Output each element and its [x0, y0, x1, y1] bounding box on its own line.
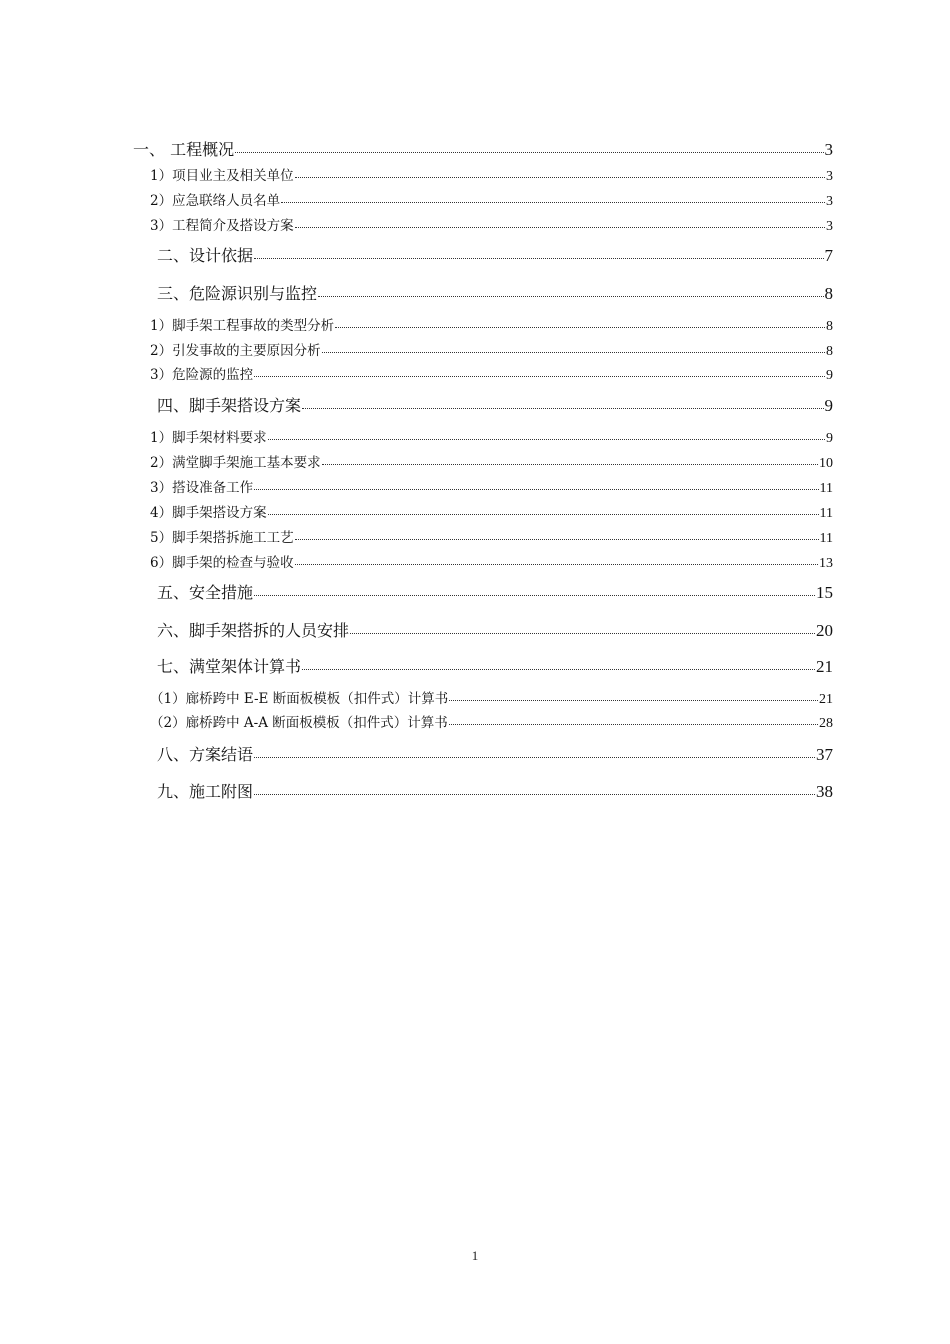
toc-chapter-entry[interactable] [157, 779, 833, 802]
toc-entry-label: 五、安全措施 [157, 583, 254, 603]
dot-leader [254, 595, 815, 596]
toc-page-number: 9 [826, 367, 833, 383]
toc-chapter-entry[interactable] [157, 618, 833, 641]
dot-leader [295, 177, 825, 178]
toc-entry-label: 八、方案结语 [157, 745, 254, 765]
toc-entry-label: 2）应急联络人员名单 [150, 192, 281, 209]
dot-leader [302, 669, 815, 670]
toc-page-number: 8 [826, 318, 833, 334]
toc-entry-label: （2）廊桥跨中 A-A 断面板模板（扣件式）计算书 [150, 714, 448, 731]
dot-leader [322, 464, 818, 465]
toc-entry-label: 1）项目业主及相关单位 [150, 167, 294, 184]
toc-entry-label: 四、脚手架搭设方案 [157, 396, 302, 416]
toc-section-entry[interactable] [150, 339, 833, 360]
toc-page-number: 3 [826, 218, 833, 234]
toc-chapter-entry[interactable] [157, 393, 833, 416]
dot-leader [295, 539, 819, 540]
toc-entry-label: 5）脚手架搭拆施工工艺 [150, 529, 294, 546]
toc-chapter-entry[interactable] [157, 742, 833, 765]
toc-entry-label: 2）引发事故的主要原因分析 [150, 342, 321, 359]
toc-entry-label: 3）工程简介及搭设方案 [150, 217, 294, 234]
dot-leader [335, 327, 825, 328]
toc-entry-label: 6）脚手架的检查与验收 [150, 554, 294, 571]
toc-page-number: 11 [819, 530, 833, 546]
toc-section-entry[interactable] [150, 426, 833, 447]
toc-chapter-entry[interactable] [157, 654, 833, 677]
toc-page-number: 15 [816, 583, 833, 603]
dot-leader [281, 202, 825, 203]
dot-leader [295, 227, 825, 228]
toc-page-number: 9 [824, 396, 833, 416]
toc-entry-label: 4）脚手架搭设方案 [150, 504, 267, 521]
toc-section-entry[interactable] [150, 687, 833, 708]
dot-leader [350, 633, 815, 634]
dot-leader [254, 794, 815, 795]
toc-page-number: 11 [819, 480, 833, 496]
toc-section-entry[interactable] [150, 476, 833, 497]
toc-entry-label: 七、满堂架体计算书 [157, 657, 302, 677]
toc-entry-label: 3）危险源的监控 [150, 366, 254, 383]
toc-entry-label: 三、危险源识别与监控 [157, 284, 318, 304]
toc-entry-label: 1）脚手架材料要求 [150, 429, 267, 446]
page-number: 1 [471, 1248, 479, 1263]
toc-section-entry[interactable] [150, 526, 833, 547]
toc-chapter-entry[interactable] [157, 243, 833, 266]
toc-entry-label: 1）脚手架工程事故的类型分析 [150, 317, 335, 334]
toc-entry-label: 3）搭设准备工作 [150, 479, 254, 496]
dot-leader [268, 439, 825, 440]
toc-page-number: 20 [816, 621, 833, 641]
toc-entry-label: （1）廊桥跨中 E-E 断面板模板（扣件式）计算书 [150, 690, 449, 707]
toc-section-entry[interactable] [150, 711, 833, 732]
toc-page-number: 8 [826, 343, 833, 359]
dot-leader [322, 352, 825, 353]
dot-leader [254, 258, 823, 259]
toc-section-entry[interactable] [150, 363, 833, 384]
dot-leader [449, 724, 818, 725]
toc-page-number: 7 [824, 246, 833, 266]
dot-leader [235, 152, 823, 153]
toc-section-entry[interactable] [150, 214, 833, 235]
toc-page-number: 21 [816, 657, 833, 677]
toc-page-number: 3 [824, 140, 833, 160]
toc-entry-label: 2）满堂脚手架施工基本要求 [150, 454, 321, 471]
toc-chapter-entry[interactable] [157, 580, 833, 603]
toc-section-entry[interactable] [150, 501, 833, 522]
toc-section-entry[interactable] [150, 551, 833, 572]
dot-leader [449, 700, 818, 701]
toc-entry-label: 六、脚手架搭拆的人员安排 [157, 621, 350, 641]
dot-leader [254, 376, 825, 377]
dot-leader [318, 296, 823, 297]
toc-chapter-entry[interactable] [157, 281, 833, 304]
toc-page-number: 9 [826, 430, 833, 446]
toc-section-entry[interactable] [150, 451, 833, 472]
toc-page-number: 3 [826, 193, 833, 209]
toc-page-number: 10 [819, 455, 833, 471]
toc-page-number: 8 [824, 284, 833, 304]
toc-page-number: 11 [819, 505, 833, 521]
toc-entry-label: 二、设计依据 [157, 246, 254, 266]
toc-section-entry[interactable] [150, 189, 833, 210]
toc-page-number: 37 [816, 745, 833, 765]
dot-leader [295, 564, 818, 565]
toc-page-number: 3 [826, 168, 833, 184]
dot-leader [302, 408, 823, 409]
dot-leader [254, 489, 818, 490]
dot-leader [268, 514, 819, 515]
toc-page-number: 13 [819, 555, 833, 571]
toc-section-entry[interactable] [150, 314, 833, 335]
toc-entry-label: 一、 工程概况 [133, 140, 235, 160]
toc-page-number: 38 [816, 782, 833, 802]
toc-page-number: 21 [819, 691, 833, 707]
toc-section-entry[interactable] [150, 164, 833, 185]
toc-entry-label: 九、施工附图 [157, 782, 254, 802]
toc-chapter-entry[interactable] [133, 137, 833, 160]
dot-leader [254, 757, 815, 758]
toc-page-number: 28 [819, 715, 833, 731]
